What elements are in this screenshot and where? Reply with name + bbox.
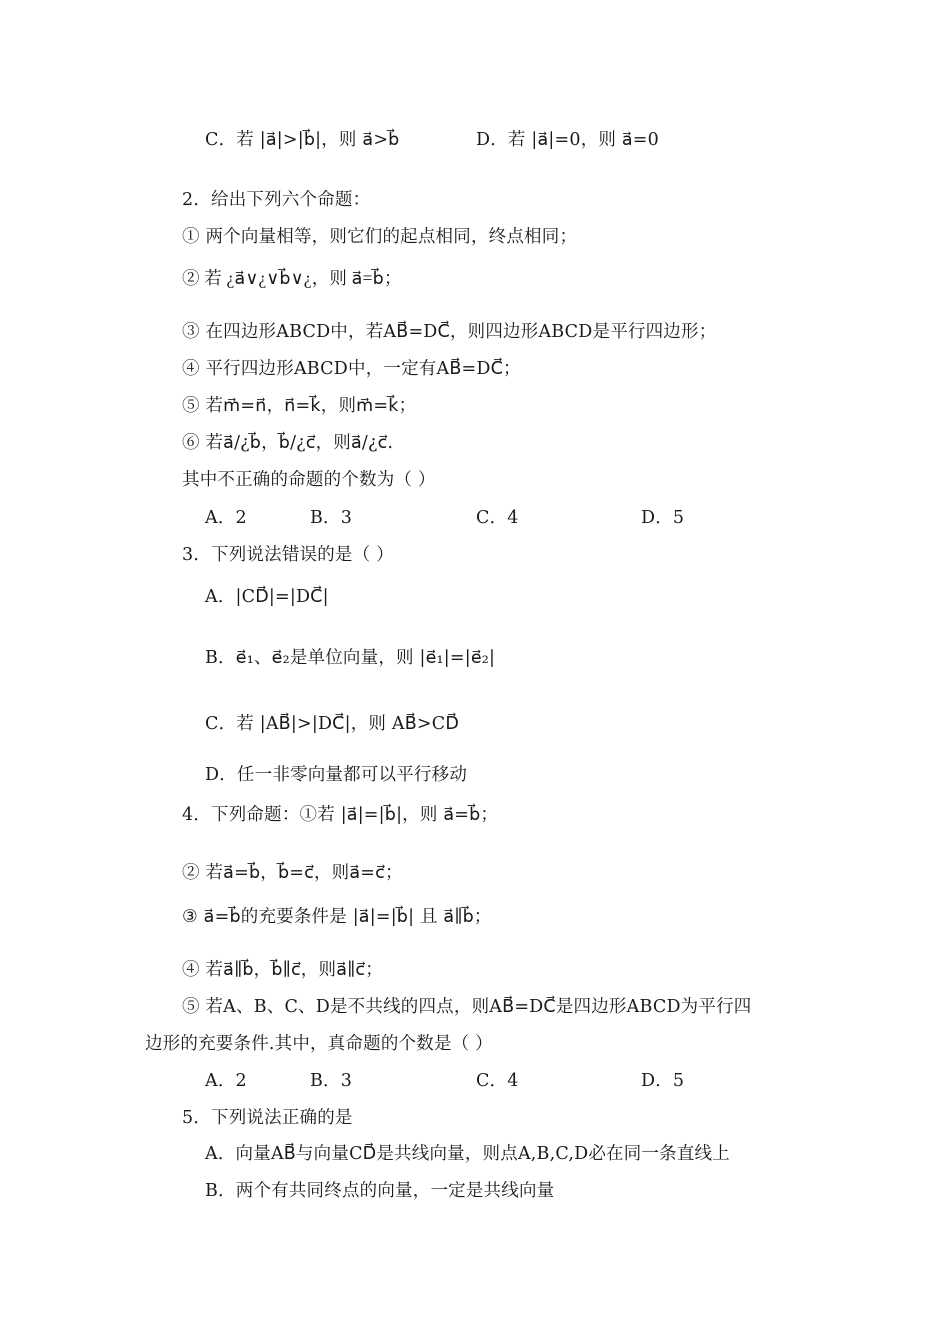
q4-option-b: B．3 — [310, 1071, 353, 1091]
q2-item-4: ④ 平行四边形ABCD中，一定有AB⃗=DC⃗； — [182, 359, 521, 379]
q4-option-d: D．5 — [641, 1071, 685, 1091]
q4-item-2: ② 若a⃗=b⃗，b⃗=c⃗，则a⃗=c⃗； — [182, 863, 403, 883]
q5-option-b: B．两个有共同终点的向量，一定是共线向量 — [205, 1181, 555, 1201]
q2-item-6: ⑥ 若a⃗/¿b⃗，b⃗/¿c⃗，则a⃗/¿c⃗. — [182, 433, 394, 453]
q2-option-a: A．2 — [205, 508, 247, 528]
q4-question: 边形的充要条件.其中，真命题的个数是（ ） — [145, 1034, 493, 1054]
q4-item-5: ⑤ 若A、B、C、D是不共线的四点，则AB⃗=DC⃗是四边形ABCD为平行四 — [182, 997, 752, 1017]
q2-option-c: C．4 — [476, 508, 519, 528]
q4-stem: 4．下列命题：①若 |a⃗|=|b⃗|，则 a⃗=b⃗； — [182, 805, 499, 825]
q2-item-1: ① 两个向量相等，则它们的起点相同，终点相同； — [182, 227, 578, 247]
q4-option-c: C．4 — [476, 1071, 519, 1091]
q3-option-b: B．e⃗₁、e⃗₂是单位向量，则 |e⃗₁|=|e⃗₂| — [205, 648, 496, 668]
q2-option-d: D．5 — [641, 508, 685, 528]
q4-item-4: ④ 若a⃗∥b⃗，b⃗∥c⃗，则a⃗∥c⃗； — [182, 960, 383, 980]
q5-option-a: A．向量AB⃗与向量CD⃗是共线向量，则点A,B,C,D必在同一条直线上 — [205, 1144, 730, 1164]
q2-stem: 2．给出下列六个命题： — [182, 190, 371, 210]
q3-stem: 3．下列说法错误的是（ ） — [182, 545, 394, 565]
q5-stem: 5．下列说法正确的是 — [182, 1108, 353, 1128]
q3-option-d: D．任一非零向量都可以平行移动 — [205, 765, 468, 785]
q4-option-a: A．2 — [205, 1071, 247, 1091]
q3-option-c: C．若 |AB⃗|>|DC⃗|，则 AB⃗>CD⃗ — [205, 714, 460, 734]
q3-option-a: A．|CD⃗|=|DC⃗| — [205, 587, 329, 607]
q4-item-3: ③ a⃗=b⃗的充要条件是 |a⃗|=|b⃗| 且 a⃗∥b⃗； — [182, 907, 492, 927]
q2-item-3: ③ 在四边形ABCD中，若AB⃗=DC⃗，则四边形ABCD是平行四边形； — [182, 322, 717, 342]
q1-option-c: C．若 |a⃗|>|b⃗|，则 a⃗>b⃗ — [205, 130, 400, 150]
q2-option-b: B．3 — [310, 508, 353, 528]
q2-question: 其中不正确的命题的个数为（ ） — [182, 470, 436, 490]
q1-option-d: D．若 |a⃗|=0，则 a⃗=0 — [476, 130, 659, 150]
q2-item-2: ② 若 ¿a⃗∨¿∨b⃗∨¿，则 a⃗=b⃗； — [182, 268, 402, 288]
q2-item-5: ⑤ 若m⃗=n⃗，n⃗=k⃗，则m⃗=k⃗； — [182, 396, 417, 416]
